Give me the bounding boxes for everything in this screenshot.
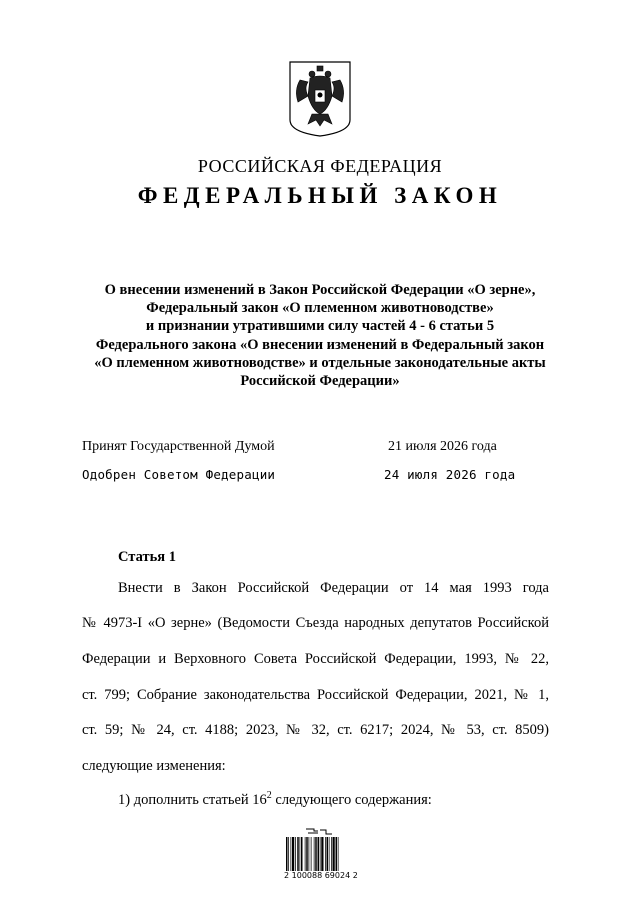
duma-adoption-label: Принят Государственной Думой bbox=[82, 439, 275, 454]
item-superscript: 2 bbox=[266, 790, 272, 801]
barcode-mark-icon bbox=[284, 828, 358, 836]
barcode-bar bbox=[288, 837, 289, 871]
barcode-bar bbox=[301, 837, 303, 871]
barcode-bar bbox=[295, 837, 296, 871]
article-text-line: ст. 59; № 24, ст. 4188; 2023, № 32, ст. 6217; 2024, № 53, ст. 8509) bbox=[82, 722, 549, 738]
barcode-bar bbox=[300, 837, 301, 871]
barcode-bar bbox=[306, 837, 308, 871]
council-approval-label: Одобрен Советом Федерации bbox=[82, 467, 276, 482]
barcode-bar bbox=[297, 837, 299, 871]
barcode-bar bbox=[333, 837, 335, 871]
law-type: ФЕДЕРАЛЬНЫЙ ЗАКОН bbox=[137, 183, 503, 208]
barcode-bar bbox=[309, 837, 310, 871]
title-line: «О племенном животноводстве» и отдельные законодательные акты bbox=[94, 354, 546, 371]
article-text-line: № 4973-I «О зерне» (Ведомости Съезда народных депутатов Российской bbox=[82, 615, 549, 631]
article-text-line: Внести в Закон Российской Федерации от 14 мая 1993 года bbox=[118, 580, 549, 596]
barcode bbox=[284, 828, 358, 888]
title-line: Федерального закона «О внесении изменений в Федеральный закон bbox=[95, 336, 545, 353]
barcode-bar bbox=[321, 837, 323, 871]
item-text: следующего содержания: bbox=[271, 792, 432, 808]
barcode-bar bbox=[327, 837, 329, 871]
article-text-line: Федерации и Верховного Совета Российской Федерации, 1993, № 22, bbox=[82, 651, 549, 667]
council-approval-date: 24 июля 2026 года bbox=[384, 467, 516, 482]
amendment-item-1 bbox=[118, 792, 432, 809]
title-line: О внесении изменений в Закон Российской Федерации «О зерне», bbox=[104, 282, 536, 298]
country-name: РОССИЙСКАЯ ФЕДЕРАЦИЯ bbox=[197, 156, 443, 176]
barcode-bar bbox=[286, 837, 288, 871]
duma-adoption-date: 21 июля 2026 года bbox=[388, 439, 497, 454]
title-line: и признании утратившими силу частей 4 - 6 статьи 5 bbox=[145, 318, 495, 335]
russian-coat-of-arms-icon bbox=[288, 60, 352, 138]
barcode-bar bbox=[314, 837, 315, 871]
barcode-bar bbox=[291, 837, 292, 871]
title-line: Российской Федерации» bbox=[240, 373, 400, 390]
law-title bbox=[60, 281, 580, 390]
barcode-bars-icon bbox=[284, 837, 358, 871]
barcode-bar bbox=[311, 837, 312, 871]
item-text: 1) дополнить статьей 16 bbox=[118, 792, 267, 808]
barcode-bar bbox=[338, 837, 339, 871]
barcode-bar bbox=[305, 837, 306, 871]
barcode-bar bbox=[331, 837, 332, 871]
article-text-line: ст. 799; Собрание законодательства Российской Федерации, 2021, № 1, bbox=[82, 687, 549, 703]
barcode-bar bbox=[329, 837, 330, 871]
barcode-bar bbox=[318, 837, 320, 871]
barcode-number: 2 100088 69024 2 bbox=[284, 871, 358, 880]
article-heading: Статья 1 bbox=[118, 549, 176, 565]
barcode-bar bbox=[315, 837, 317, 871]
article-text-line: следующие изменения: bbox=[82, 758, 226, 774]
barcode-bar bbox=[292, 837, 294, 871]
barcode-bar bbox=[336, 837, 338, 871]
barcode-bar bbox=[325, 837, 326, 871]
title-line: Федеральный закон «О племенном животноводстве» bbox=[146, 300, 494, 317]
barcode-bar bbox=[320, 837, 321, 871]
